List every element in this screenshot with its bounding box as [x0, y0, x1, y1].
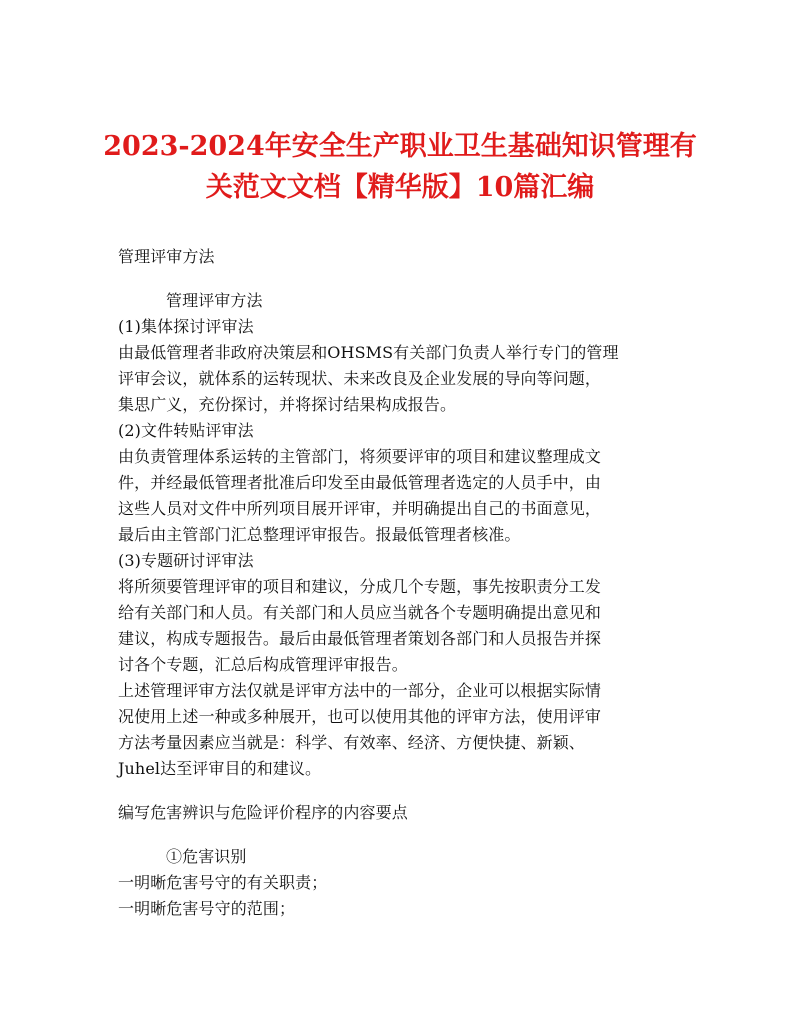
paragraph-line: 管理评审方法 — [166, 291, 263, 310]
section-hazard-identification — [118, 800, 688, 922]
paragraph-line: 将所须要管理评审的项目和建议，分成几个专题，事先按职责分工发 — [118, 577, 602, 596]
title-line-2: 关范文文档【精华版】10篇汇编 — [205, 172, 595, 203]
paragraph-line: 给有关部门和人员。有关部门和人员应当就各个专题明确提出意见和 — [118, 603, 602, 622]
paragraph-line: 件，并经最低管理者批准后印发至由最低管理者选定的人员手中，由 — [118, 473, 602, 492]
paragraph-line: (3)专题研讨评审法 — [118, 551, 254, 570]
document-body — [118, 244, 688, 922]
paragraph-line: 最后由主管部门汇总整理评审报告。报最低管理者核准。 — [118, 525, 521, 544]
paragraph-line: 方法考量因素应当就是：科学、有效率、经济、方便快捷、新颖、 — [118, 733, 585, 752]
paragraph-line: 由最低管理者非政府决策层和OHSMS有关部门负责人举行专门的管理 — [118, 343, 619, 362]
paragraph-line: 这些人员对文件中所列项目展开评审，并明确提出自己的书面意见， — [118, 499, 602, 518]
paragraph-line: 一明晰危害号守的范围； — [118, 899, 296, 918]
paragraph-line: 建议，构成专题报告。最后由最低管理者策划各部门和人员报告并探 — [118, 629, 602, 648]
title-line-1: 2023-2024年安全生产职业卫生基础知识管理有 — [103, 131, 697, 162]
paragraph-line: 讨各个专题，汇总后构成管理评审报告。 — [118, 655, 408, 674]
paragraph-line: 集思广义，充份探讨，并将探讨结果构成报告。 — [118, 395, 457, 414]
paragraph-line: ①危害识别 — [166, 847, 247, 866]
paragraph-line: Juhel达至评审目的和建议。 — [118, 759, 322, 778]
paragraph-line: (2)文件转贴评审法 — [118, 421, 254, 440]
document-title — [60, 126, 740, 208]
paragraph-line: 一明晰危害号守的有关职责； — [118, 873, 328, 892]
section-heading: 管理评审方法 — [118, 247, 215, 266]
paragraph-line: 评审会议，就体系的运转现状、未来改良及企业发展的导向等问题， — [118, 369, 602, 388]
section-heading: 编写危害辨识与危险评价程序的内容要点 — [118, 803, 408, 822]
section-management-review — [118, 244, 688, 782]
paragraph-line: 况使用上述一种或多种展开，也可以使用其他的评审方法，使用评审 — [118, 707, 602, 726]
paragraph-line: 上述管理评审方法仅就是评审方法中的一部分，企业可以根据实际情 — [118, 681, 602, 700]
paragraph-line: (1)集体探讨评审法 — [118, 317, 254, 336]
paragraph-line: 由负责管理体系运转的主管部门，将须要评审的项目和建议整理成文 — [118, 447, 602, 466]
